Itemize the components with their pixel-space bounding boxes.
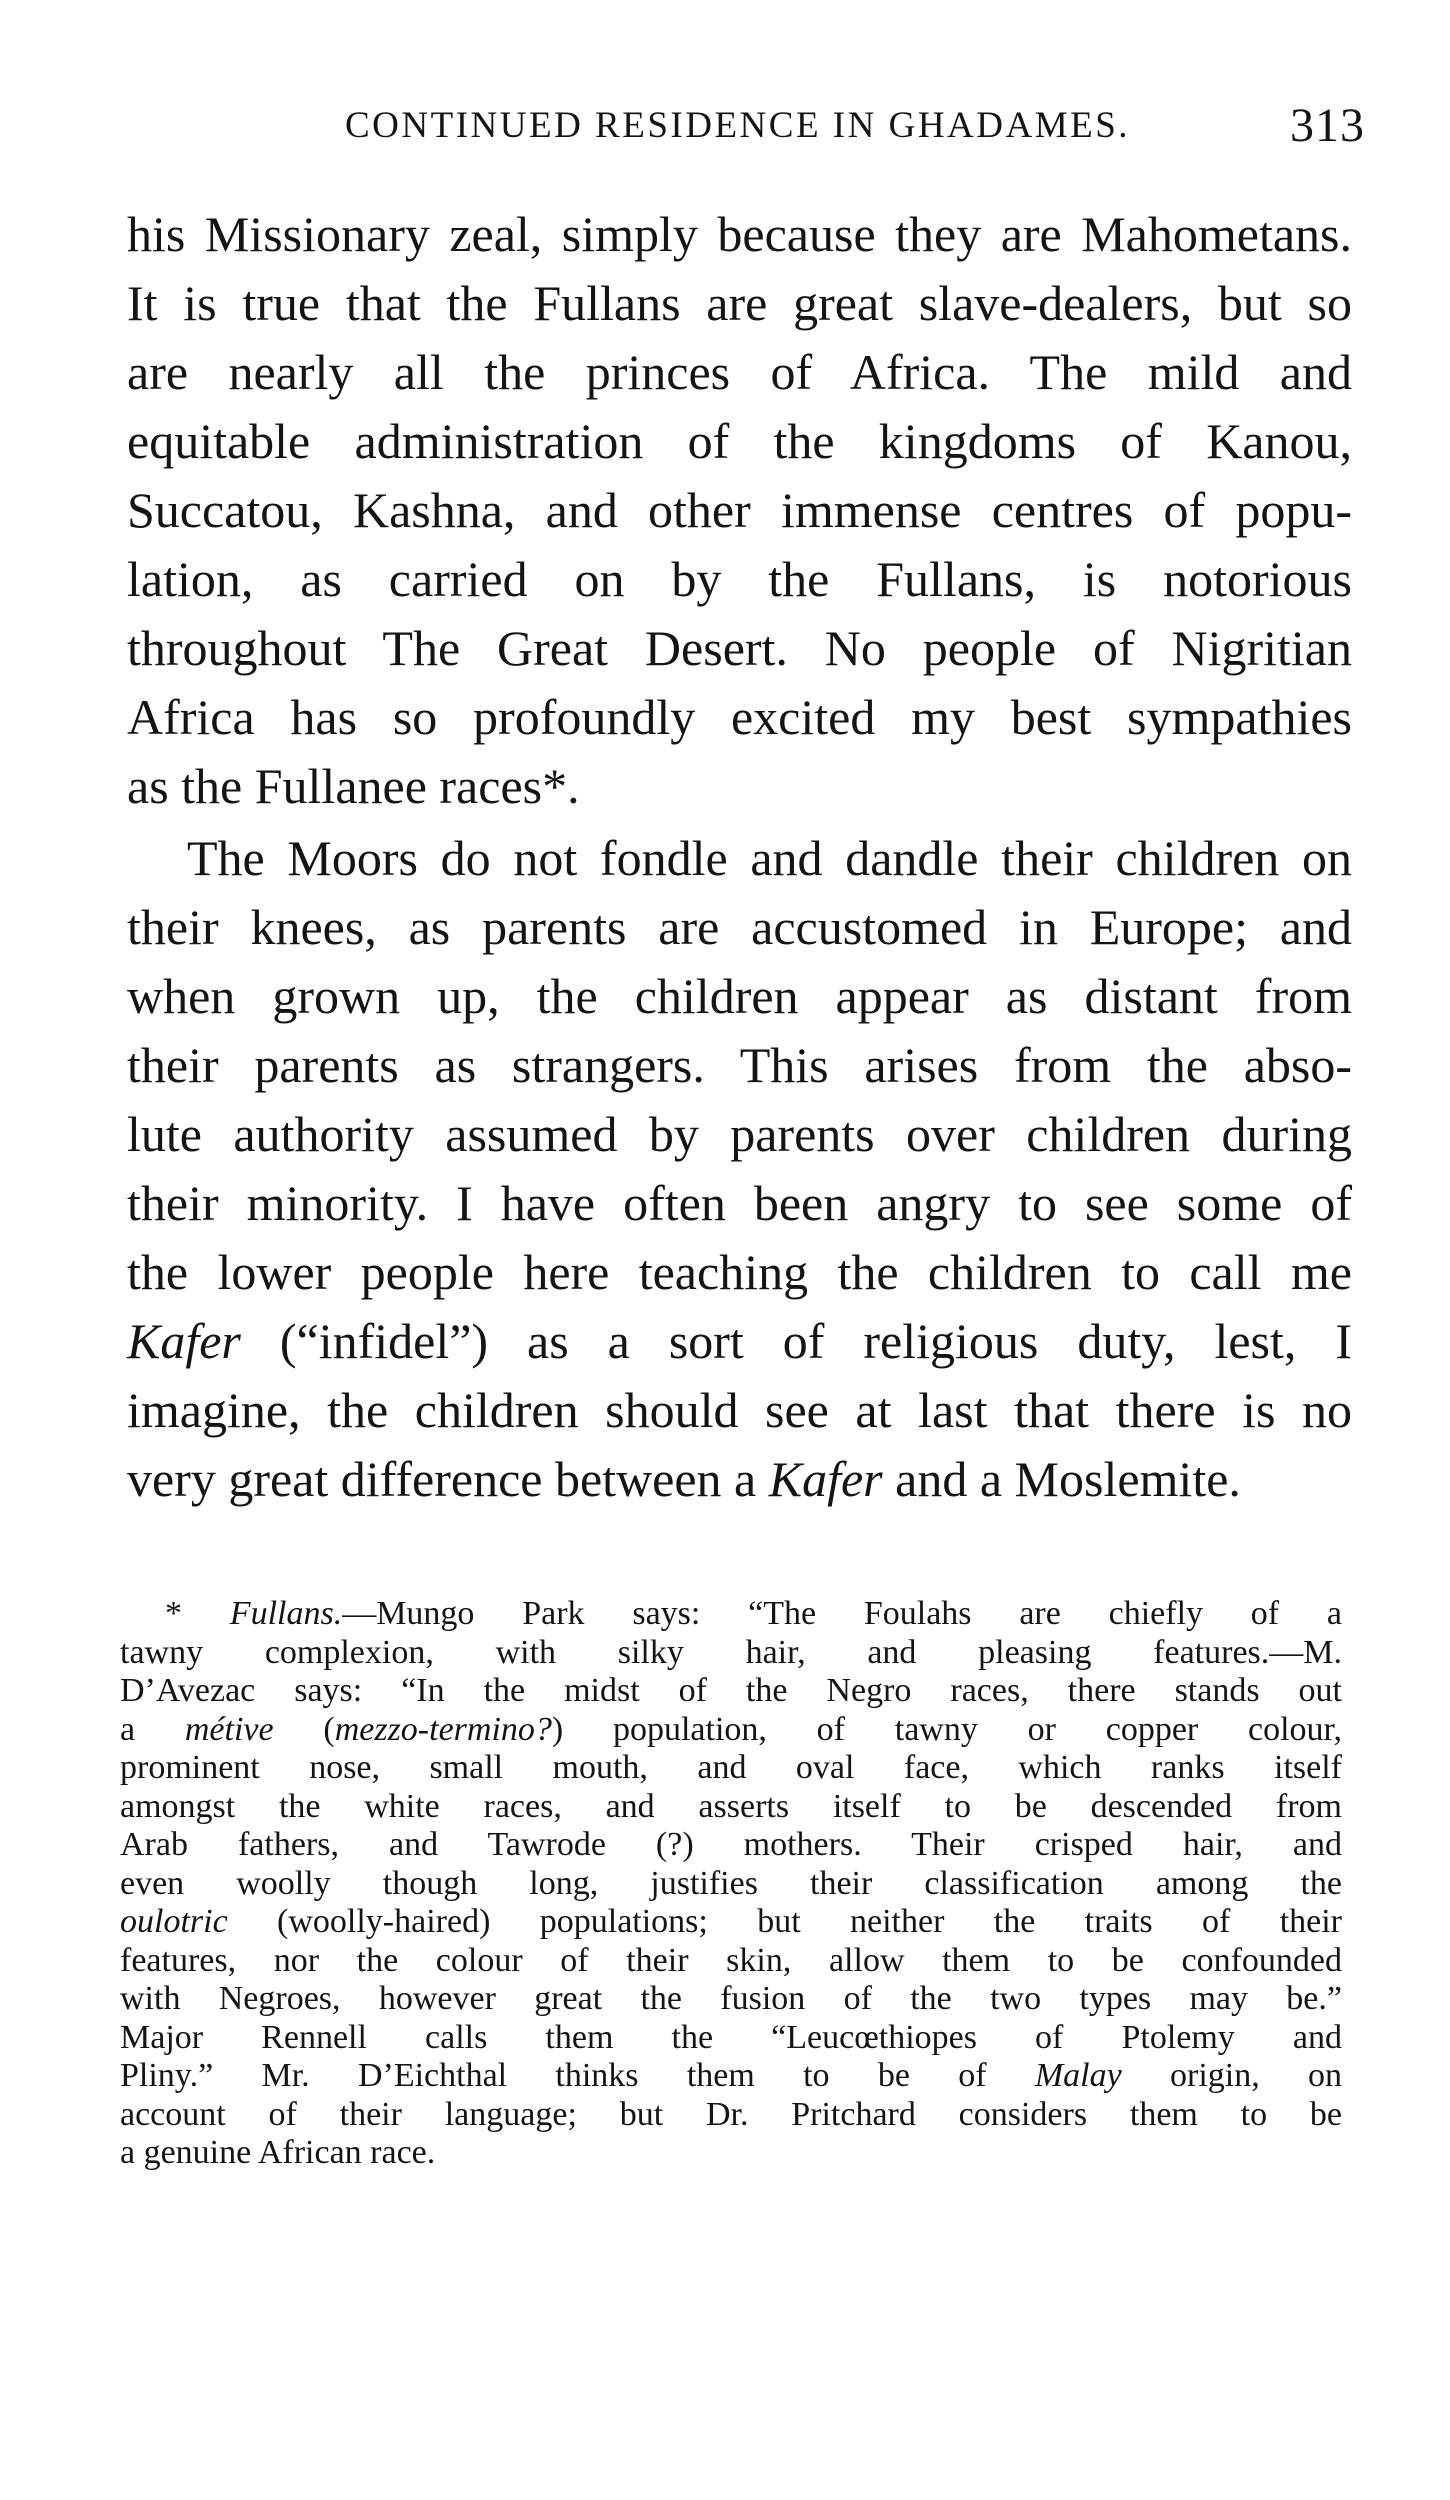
- text-line: very great difference between a Kafer and a Moslemite.: [127, 1451, 1241, 1507]
- text-line: are nearly all the princes of Africa. The mild and: [127, 344, 1352, 400]
- footnote-line: * Fullans.—Mungo Park says: “The Foulahs are chiefly of a: [165, 1595, 1343, 1632]
- footnote-line: with Negroes, however great the fusion of the two types may be.”: [120, 1980, 1342, 2017]
- italic-term: Fullans.: [229, 1595, 343, 1632]
- footnote-line: amongst the white races, and asserts itself to be descended from: [120, 1787, 1342, 1825]
- text-line: The Moors do not fondle and dandle their children on: [187, 830, 1352, 886]
- italic-term: Kafer: [768, 1451, 883, 1507]
- footnote-line: even woolly though long, justifies their classification among the: [120, 1864, 1342, 1902]
- text-line: their parents as strangers. This arises from the abso-: [127, 1037, 1352, 1093]
- text-line: their minority. I have often been angry to see some of: [127, 1175, 1352, 1231]
- footnote-line: a métive (mezzo-termino?) population, of tawny or copper colour,: [120, 1710, 1342, 1748]
- text-line: equitable administration of the kingdoms of Kanou,: [127, 413, 1352, 469]
- footnote-line: Arab fathers, and Tawrode (?) mothers. Their crisped hair, and: [120, 1826, 1342, 1863]
- text-line: imagine, the children should see at last that there is no: [127, 1382, 1352, 1438]
- paragraph-1: [127, 200, 1352, 821]
- text-line: the lower people here teaching the children to call me: [127, 1244, 1352, 1300]
- text-line: throughout The Great Desert. No people of Nigritian: [127, 620, 1352, 676]
- footnote-line: features, nor the colour of their skin, allow them to be confounded: [120, 1941, 1342, 1979]
- footnote-line: prominent nose, small mouth, and oval face, which ranks itself: [120, 1749, 1342, 1786]
- footnote-line: account of their language; but Dr. Pritchard considers them to be: [120, 2095, 1342, 2133]
- footnote: [120, 1595, 1342, 2173]
- footnote-line: Pliny.” Mr. D’Eichthal thinks them to be of Malay origin, on: [120, 2057, 1343, 2094]
- italic-term: Kafer: [127, 1313, 241, 1369]
- footnote-line: Major Rennell calls them the “Leucœthiopes of Ptolemy and: [120, 2018, 1342, 2056]
- footnote-line: oulotric (woolly-haired) populations; but neither the traits of their: [120, 1903, 1342, 1940]
- footnote-line: D’Avezac says: “In the midst of the Negro races, there stands out: [120, 1672, 1342, 1709]
- paragraph-2: [127, 824, 1352, 1514]
- footnote-line: tawny complexion, with silky hair, and pleasing features.—M.: [120, 1633, 1342, 1671]
- main-text: [127, 200, 1352, 1514]
- text-line: his Missionary zeal, simply because they are Mahometans.: [127, 206, 1352, 262]
- text-line: when grown up, the children appear as distant from: [127, 968, 1352, 1024]
- text-line: It is true that the Fullans are great slave-dealers, but so: [127, 275, 1352, 331]
- text-line: lation, as carried on by the Fullans, is notorious: [127, 551, 1352, 607]
- running-head: [120, 98, 1365, 158]
- italic-term: Malay: [1034, 2057, 1122, 2094]
- italic-term: oulotric: [120, 1903, 228, 1940]
- running-title: CONTINUED RESIDENCE IN GHADAMES.: [345, 105, 1131, 146]
- italic-term: métive: [184, 1710, 274, 1748]
- text-line: Succatou, Kashna, and other immense centres of popu-: [127, 482, 1352, 538]
- text-line: Kafer (“infidel”) as a sort of religious duty, lest, I: [127, 1313, 1352, 1369]
- text-line: lute authority assumed by parents over children during: [127, 1106, 1352, 1162]
- text-line: their knees, as parents are accustomed in Europe; and: [127, 899, 1352, 955]
- footnote-line: a genuine African race.: [120, 2134, 436, 2171]
- italic-term: mezzo-termino?: [334, 1710, 552, 1748]
- page-number: 313: [1290, 99, 1365, 152]
- text-line: Africa has so profoundly excited my best sympathies: [127, 689, 1352, 745]
- text-line: as the Fullanee races*.: [127, 758, 580, 814]
